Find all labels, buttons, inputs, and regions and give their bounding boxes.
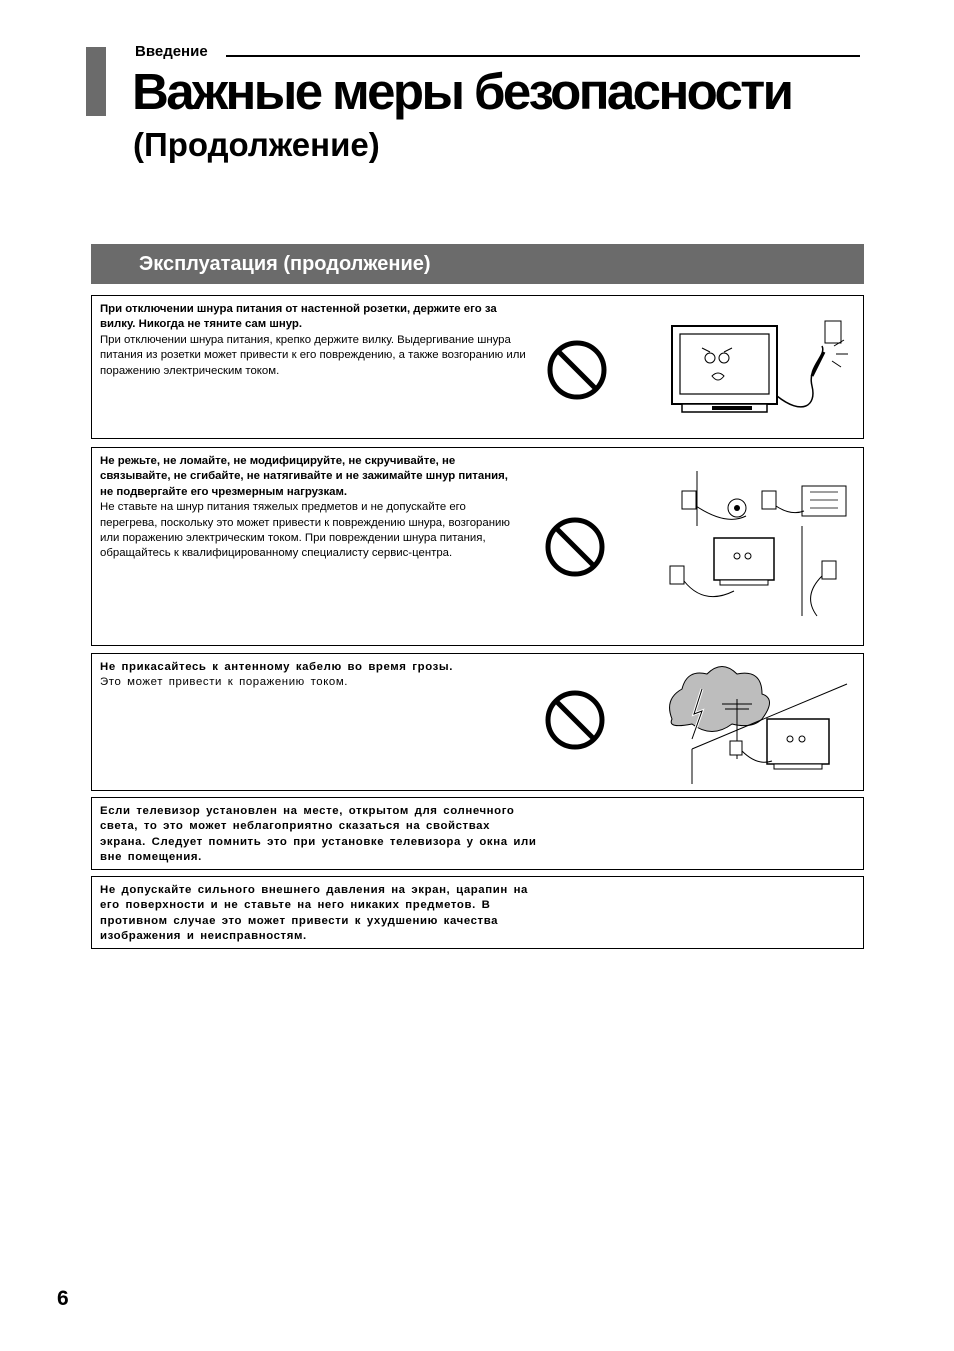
page-title: Важные меры безопасности — [132, 63, 792, 120]
section-rule — [226, 55, 860, 57]
warning-heading: Если телевизор установлен на месте, открытом для солнечного света, то это может неблагоприятно сказаться на свойствах экрана. Следует помнить это при установке телевизора у окна или вне помещения. — [100, 805, 537, 864]
warning-heading: Не режьте, не ломайте, не модифицируйте, не скручивайте, не связывайте, не сгибайте, не натягивайте и не зажимайте шнур питания, не подвергайте его чрезмерным нагрузкам. — [100, 455, 508, 498]
warning-body: Не ставьте на шнур питания тяжелых предметов и не допускайте его перегрева, поскольку это может привести к повреждению шнура, возгоранию или поражению электрическим током. При повреждении шнура питания, обращайтесь к квалифицированному специалисту сервис-центра. — [100, 501, 510, 560]
warning-box-4 — [91, 797, 864, 870]
thunderstorm-antenna-illustration — [662, 659, 857, 784]
subsection-band — [91, 244, 864, 284]
warning-box-3 — [91, 653, 864, 791]
subsection-title: Эксплуатация (продолжение) — [139, 253, 431, 275]
warning-box-5 — [91, 876, 864, 949]
page-number: 6 — [57, 1287, 69, 1310]
prohibited-icon — [544, 689, 606, 751]
warning-text-3 — [100, 660, 540, 691]
warning-text-5 — [100, 883, 540, 945]
warning-body: При отключении шнура питания, крепко держите вилку. Выдергивание шнура питания из розетки может привести к его повреждению, а также возгоранию или поражению электрическим током. — [100, 333, 526, 377]
prohibited-icon — [544, 516, 606, 578]
warning-heading: Не допускайте сильного внешнего давления на экран, царапин на его поверхности и не ставьте на него никаких предметов. В противном случае это может привести к ухудшению качества изображения и неисправностям. — [100, 884, 528, 943]
warning-body: Это может привести к поражению током. — [100, 676, 349, 689]
section-label: Введение — [135, 43, 208, 60]
warning-heading: Не прикасайтесь к антенному кабелю во время грозы. — [100, 661, 453, 673]
warning-text-1 — [100, 302, 532, 379]
warning-box-1 — [91, 295, 864, 439]
header-accent-bar — [86, 47, 106, 116]
prohibited-icon — [546, 339, 608, 401]
damaged-cord-illustration — [662, 466, 857, 626]
warning-heading: При отключении шнура питания от настенной розетки, держите его за вилку. Никогда не тяните сам шнур. — [100, 303, 497, 331]
warning-box-2 — [91, 447, 864, 646]
warning-text-4 — [100, 804, 540, 866]
tv-pulling-plug-illustration — [652, 306, 852, 431]
warning-text-2 — [100, 454, 520, 562]
page-subtitle: (Продолжение) — [133, 126, 380, 163]
